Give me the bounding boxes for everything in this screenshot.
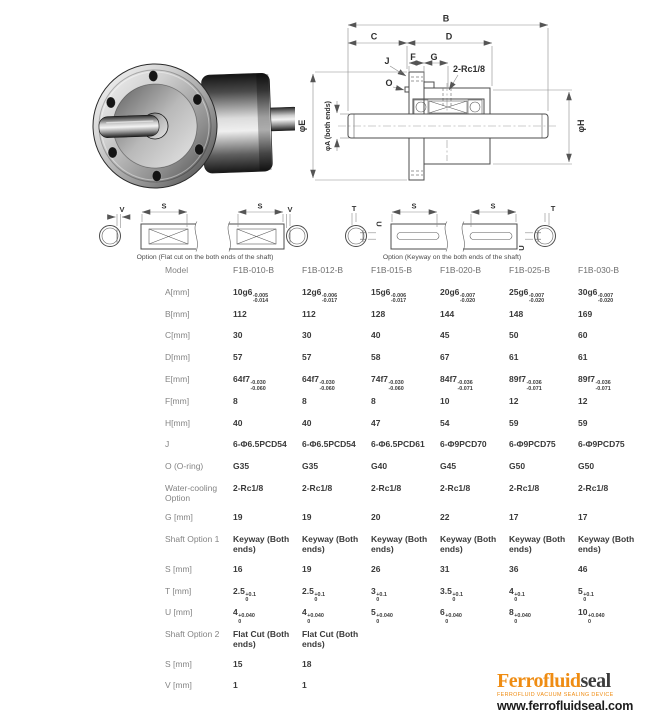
table-row (165, 310, 647, 332)
table-cell: F1B-025-B (509, 265, 551, 275)
tolerance-stack: +0.040 0 (238, 613, 255, 626)
row-label: S [mm] (165, 658, 192, 669)
dim-label-Rc: 2-Rc1/8 (453, 64, 486, 74)
row-label: Water-cooling Option (165, 482, 218, 503)
table-row (165, 608, 647, 630)
dim-label-phiE: φE (297, 119, 307, 133)
table-cell: 4 +0.1 0 (509, 585, 525, 604)
tolerance-stack: -0.007 -0.020 (459, 292, 476, 305)
table-cell: 47 (371, 417, 381, 428)
table-cell: G45 (440, 461, 457, 472)
table-row (165, 266, 647, 288)
dim-label-S: S (161, 201, 167, 211)
table-cell: 148 (509, 308, 524, 319)
row-label: J (165, 439, 170, 450)
row-label: A[mm] (165, 286, 190, 297)
table-cell: F1B-020-B (440, 265, 482, 275)
table-cell: 4 +0.040 0 (233, 607, 255, 626)
table-cell: 22 (440, 512, 450, 523)
table-cell: F1B-010-B (233, 265, 275, 275)
table-cell: 60 (578, 330, 588, 341)
table-cell: F1B-030-B (578, 265, 620, 275)
table-cell: F1B-012-B (302, 265, 344, 275)
tolerance-stack: +0.040 0 (307, 613, 324, 626)
keyway-caption: Option (Keyway on the both ends of the shaft) (382, 254, 522, 261)
table-row (165, 331, 647, 353)
table-cell: 6-Φ6.5PCD61 (371, 439, 425, 450)
brand-tagline: FERROFLUID VACUUM SEALING DEVICE (497, 692, 614, 698)
table-cell: Flat Cut (Both ends) (233, 629, 290, 649)
table-cell: 3.5 +0.1 0 (440, 585, 463, 604)
table-cell: 5 +0.040 0 (371, 607, 393, 626)
row-label: U [mm] (165, 607, 193, 618)
dim-label-U: U (517, 245, 526, 251)
company-logo (497, 671, 649, 713)
dim-label-O: O (385, 78, 393, 88)
table-row (165, 630, 647, 660)
tolerance-stack: -0.007 -0.020 (528, 292, 545, 305)
table-cell: 20 (371, 512, 381, 523)
tolerance-stack: -0.036 -0.071 (526, 379, 542, 392)
table-row (165, 397, 647, 419)
table-cell: 2-Rc1/8 (371, 482, 402, 493)
tolerance-stack: -0.030 -0.060 (388, 379, 404, 392)
table-cell: 169 (578, 308, 593, 319)
row-label: Shaft Option 2 (165, 629, 220, 640)
brand-secondary: seal (580, 670, 611, 692)
table-cell: Keyway (Both ends) (233, 534, 290, 555)
table-cell: 19 (302, 563, 312, 574)
table-cell: 8 (302, 395, 307, 406)
table-cell: 58 (371, 352, 381, 363)
table-cell: Flat Cut (Both ends) (302, 629, 359, 649)
table-cell: 17 (509, 512, 519, 523)
table-cell: G35 (233, 461, 250, 472)
table-cell: 74f7 -0.030 -0.060 (371, 373, 404, 392)
table-cell: 6-Φ6.5PCD54 (302, 439, 356, 450)
tolerance-stack: +0.1 0 (314, 591, 325, 604)
table-cell: 10 +0.040 0 (578, 607, 605, 626)
table-row (165, 535, 647, 565)
table-cell: 2-Rc1/8 (302, 482, 333, 493)
row-label: G [mm] (165, 512, 193, 523)
dim-label-S: S (257, 201, 263, 211)
row-label: V [mm] (165, 680, 192, 691)
dim-label-S: S (411, 201, 417, 211)
row-label: H[mm] (165, 417, 191, 428)
table-cell: 6 +0.040 0 (440, 607, 462, 626)
table-cell: 59 (509, 417, 519, 428)
table-cell: 26 (371, 563, 381, 574)
product-photo (15, 36, 295, 221)
table-cell: 1 (302, 680, 307, 691)
table-cell: G50 (578, 461, 595, 472)
photo-left-shaft (99, 115, 160, 138)
table-cell: Keyway (Both ends) (578, 534, 635, 555)
table-cell: 61 (578, 352, 588, 363)
table-cell: 19 (233, 512, 243, 523)
dim-label-D: D (445, 31, 453, 42)
flat-cut-caption: Option (Flat cut on the both ends of the shaft) (136, 254, 274, 261)
table-cell: F1B-015-B (371, 265, 413, 275)
tolerance-stack: +0.1 0 (514, 591, 525, 604)
website-link[interactable]: www.ferrofluidseal.com (497, 699, 634, 713)
dim-label-V: V (119, 205, 125, 214)
shaft-option-diagrams (0, 196, 650, 264)
dim-label-S: S (490, 201, 496, 211)
row-label: T [mm] (165, 585, 192, 596)
o-ring-section (405, 87, 409, 92)
table-cell: 5 +0.1 0 (578, 585, 594, 604)
table-cell: 6-Φ6.5PCD54 (233, 439, 287, 450)
table-cell: 8 (233, 395, 238, 406)
tolerance-stack: +0.1 0 (452, 591, 463, 604)
table-cell: 6-Φ9PCD75 (509, 439, 556, 450)
table-cell: 89f7 -0.036 -0.071 (578, 373, 611, 392)
dimensions (297, 14, 586, 181)
row-label: O (O-ring) (165, 461, 204, 472)
table-cell: 10g6 -0.005 -0.014 (233, 286, 269, 305)
row-label: F[mm] (165, 395, 190, 406)
table-cell: Keyway (Both ends) (371, 534, 428, 555)
tolerance-stack: -0.036 -0.071 (457, 379, 473, 392)
table-cell: 50 (509, 330, 519, 341)
table-cell: 16 (233, 563, 243, 574)
row-label: Model (165, 265, 189, 275)
table-cell: Keyway (Both ends) (509, 534, 566, 555)
dim-label-C: C (370, 31, 378, 42)
table-cell: 25g6 -0.007 -0.020 (509, 286, 545, 305)
table-cell: 6-Φ9PCD75 (578, 439, 625, 450)
tolerance-stack: -0.030 -0.060 (319, 379, 335, 392)
dim-label-J: J (384, 56, 390, 66)
table-cell: 89f7 -0.036 -0.071 (509, 373, 542, 392)
row-label: S [mm] (165, 563, 192, 574)
table-cell: 40 (302, 417, 312, 428)
flat-cut-diagram (100, 202, 308, 262)
dim-label-T: T (351, 204, 357, 213)
table-cell: G50 (509, 461, 526, 472)
table-cell: Keyway (Both ends) (302, 534, 359, 555)
table-cell: 112 (233, 308, 247, 319)
table-cell: 8 (371, 395, 376, 406)
dim-label-T: T (550, 204, 556, 213)
table-cell: 40 (371, 330, 381, 341)
table-cell: G40 (371, 461, 388, 472)
table-row (165, 587, 647, 609)
row-label: C[mm] (165, 330, 191, 341)
table-cell: G35 (302, 461, 319, 472)
table-cell: 36 (509, 563, 519, 574)
table-cell: 40 (233, 417, 243, 428)
keyway-diagram (346, 202, 556, 262)
tolerance-stack: -0.036 -0.071 (595, 379, 611, 392)
table-cell: 30 (233, 330, 243, 341)
table-cell: 112 (302, 308, 316, 319)
table-cell: 2.5 +0.1 0 (302, 585, 325, 604)
table-cell: 57 (302, 352, 312, 363)
table-cell: 31 (440, 563, 450, 574)
tolerance-stack: -0.030 -0.060 (250, 379, 266, 392)
tolerance-stack: +0.040 0 (514, 613, 531, 626)
brand-primary: Ferrofluid (497, 670, 581, 692)
table-row (165, 513, 647, 535)
table-cell: 12 (578, 395, 588, 406)
table-cell: 3 +0.1 0 (371, 585, 387, 604)
table-cell: 15g6 -0.006 -0.017 (371, 286, 407, 305)
table-row (165, 462, 647, 484)
tolerance-stack: +0.040 0 (587, 613, 605, 626)
table-cell: 144 (440, 308, 455, 319)
table-cell: 45 (440, 330, 450, 341)
tolerance-stack: +0.040 0 (376, 613, 393, 626)
brand-wordmark (497, 671, 649, 691)
row-label: B[mm] (165, 308, 190, 319)
table-cell: 2-Rc1/8 (440, 482, 471, 493)
table-cell: 57 (233, 352, 243, 363)
tolerance-stack: +0.1 0 (376, 591, 387, 604)
table-row (165, 375, 647, 397)
table-row (165, 419, 647, 441)
table-cell: 20g6 -0.007 -0.020 (440, 286, 476, 305)
table-cell: 4 +0.040 0 (302, 607, 324, 626)
dim-label-U: U (374, 221, 384, 227)
dim-label-G: G (430, 52, 438, 62)
table-cell: 30g6 -0.007 -0.020 (578, 286, 614, 305)
table-cell: 46 (578, 563, 588, 574)
dim-label-phiH: φH (576, 119, 586, 133)
tolerance-stack: +0.040 0 (445, 613, 462, 626)
dim-label-phiA: φA (both ends) (325, 101, 332, 151)
table-row (165, 440, 647, 462)
dim-label-V: V (287, 205, 293, 214)
table-cell: 12g6 -0.006 -0.017 (302, 286, 338, 305)
table-cell: 15 (233, 658, 243, 669)
row-label: E[mm] (165, 373, 190, 384)
table-row (165, 353, 647, 375)
table-cell: 128 (371, 308, 386, 319)
table-cell: 54 (440, 417, 450, 428)
tolerance-stack: -0.005 -0.014 (252, 292, 269, 305)
table-cell: 2-Rc1/8 (509, 482, 540, 493)
table-cell: 8 +0.040 0 (509, 607, 531, 626)
table-cell: 1 (233, 680, 238, 691)
table-cell: 19 (302, 512, 312, 523)
feedthrough-assembly (91, 59, 295, 190)
spec-table (165, 266, 647, 703)
table-cell: 30 (302, 330, 312, 341)
table-cell: 18 (302, 658, 312, 669)
tech-drawing (288, 8, 648, 198)
table-cell: 2-Rc1/8 (578, 482, 609, 493)
tolerance-stack: +0.1 0 (583, 591, 594, 604)
table-cell: 6-Φ9PCD70 (440, 439, 487, 450)
table-cell: 64f7 -0.030 -0.060 (233, 373, 266, 392)
table-cell: Keyway (Both ends) (440, 534, 497, 555)
row-label: D[mm] (165, 352, 191, 363)
table-row (165, 288, 647, 310)
dim-label-B: B (442, 13, 450, 24)
table-cell: 2.5 +0.1 0 (233, 585, 256, 604)
table-cell: 12 (509, 395, 519, 406)
table-cell: 61 (509, 352, 519, 363)
tolerance-stack: -0.007 -0.020 (597, 292, 614, 305)
table-cell: 10 (440, 395, 450, 406)
table-cell: 67 (440, 352, 450, 363)
tolerance-stack: -0.006 -0.017 (321, 292, 338, 305)
dim-label-F: F (410, 52, 416, 62)
table-cell: 59 (578, 417, 588, 428)
table-cell: 64f7 -0.030 -0.060 (302, 373, 335, 392)
table-cell: 84f7 -0.036 -0.071 (440, 373, 473, 392)
table-row (165, 484, 647, 514)
tolerance-stack: +0.1 0 (245, 591, 256, 604)
table-cell: 17 (578, 512, 588, 523)
table-row (165, 565, 647, 587)
tolerance-stack: -0.006 -0.017 (390, 292, 407, 305)
table-cell: 2-Rc1/8 (233, 482, 264, 493)
row-label: Shaft Option 1 (165, 534, 220, 545)
